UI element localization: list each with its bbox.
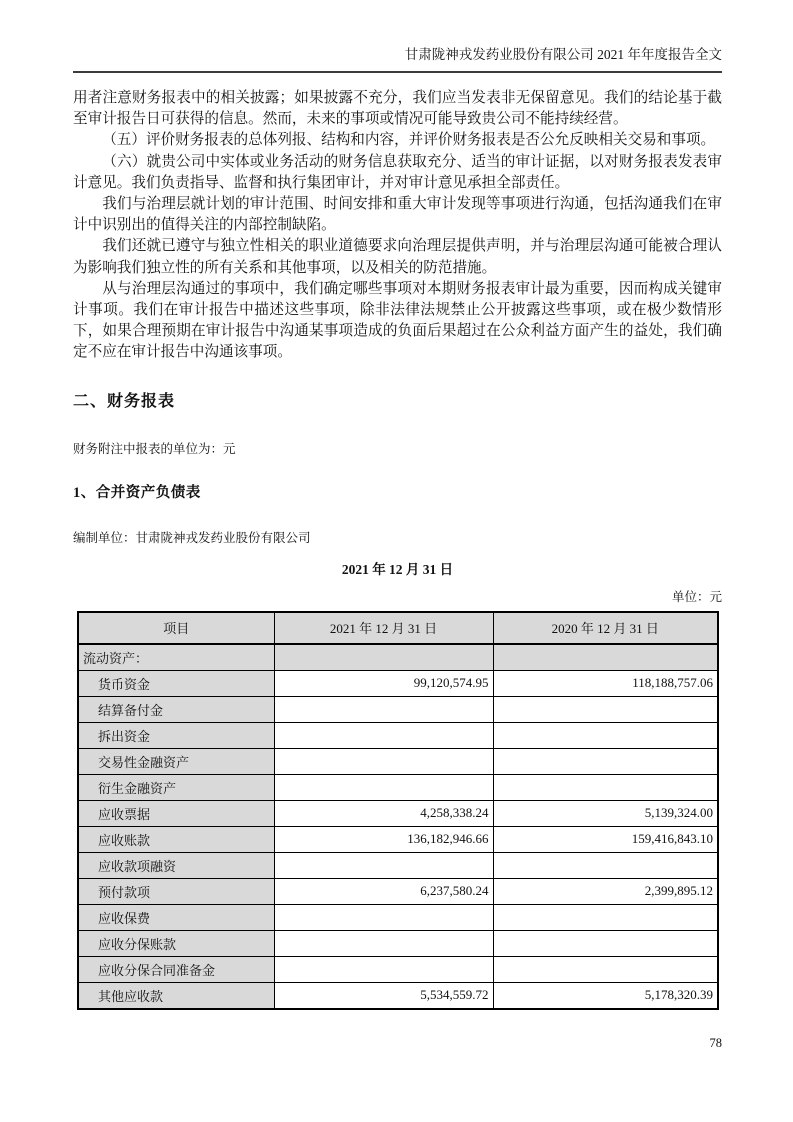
row-item-label: 拆出资金 <box>78 722 274 748</box>
column-header-item: 项目 <box>78 612 274 644</box>
table-row <box>78 722 718 748</box>
row-value-2021: 99,120,574.95 <box>274 670 493 696</box>
audit-paragraph: （六）就贵公司中实体或业务活动的财务信息获取充分、适当的审计证据，以对财务报表发表审计意见。我们负责指导、监督和执行集团审计，并对审计意见承担全部责任。 <box>73 153 722 191</box>
row-value-2021: 5,534,559.72 <box>274 982 493 1009</box>
header-divider <box>73 71 722 73</box>
row-value-2021: 6,237,580.24 <box>274 878 493 904</box>
row-item-label: 货币资金 <box>78 670 274 696</box>
row-value-2021 <box>274 722 493 748</box>
row-value-2020 <box>493 748 718 774</box>
row-value-2020: 159,416,843.10 <box>493 826 718 852</box>
row-item-label: 预付款项 <box>78 878 274 904</box>
row-value-2020 <box>493 644 718 671</box>
row-value-2020 <box>493 722 718 748</box>
column-header-2021: 2021 年 12 月 31 日 <box>274 612 493 644</box>
row-value-2021 <box>274 852 493 878</box>
table-row <box>78 826 718 852</box>
row-value-2021 <box>274 644 493 671</box>
row-item-label: 交易性金融资产 <box>78 748 274 774</box>
row-item-label: 应收分保合同准备金 <box>78 956 274 982</box>
row-item-label: 结算备付金 <box>78 696 274 722</box>
audit-paragraph: 从与治理层沟通过的事项中，我们确定哪些事项对本期财务报表审计最为重要，因而构成关键审计事项。我们在审计报告中描述这些事项，除非法律法规禁止公开披露这些事项，或在极少数情形下，如果合理预期在审计报告中沟通某事项造成的负面后果超过在公众利益方面产生的益处，我们确定不应在审计报告中沟通该事项。 <box>73 280 722 361</box>
table-row <box>78 644 718 671</box>
table-row <box>78 982 718 1009</box>
row-value-2020 <box>493 956 718 982</box>
row-value-2020 <box>493 904 718 930</box>
audit-report-paragraphs <box>73 88 722 364</box>
row-value-2021: 136,182,946.66 <box>274 826 493 852</box>
row-value-2021 <box>274 748 493 774</box>
table-row <box>78 904 718 930</box>
prepared-by-line: 编制单位：甘肃陇神戎发药业股份有限公司 <box>73 530 311 545</box>
table-row <box>78 852 718 878</box>
report-header-title: 甘肃陇神戎发药业股份有限公司 2021 年年度报告全文 <box>404 47 722 62</box>
row-value-2020: 5,139,324.00 <box>493 800 718 826</box>
row-value-2021 <box>274 774 493 800</box>
row-value-2021 <box>274 956 493 982</box>
subsection-title-consolidated-balance-sheet: 1、合并资产负债表 <box>73 484 201 501</box>
unit-label: 单位：元 <box>671 589 722 604</box>
row-value-2020: 5,178,320.39 <box>493 982 718 1009</box>
table-row <box>78 800 718 826</box>
row-item-label: 衍生金融资产 <box>78 774 274 800</box>
table-row <box>78 956 718 982</box>
statement-unit-note: 财务附注中报表的单位为：元 <box>73 441 236 456</box>
row-value-2020 <box>493 696 718 722</box>
row-value-2020: 2,399,895.12 <box>493 878 718 904</box>
audit-paragraph: 我们还就已遵守与独立性相关的职业道德要求向治理层提供声明，并与治理层沟通可能被合理认为影响我们独立性的所有关系和其他事项，以及相关的防范措施。 <box>73 238 722 276</box>
audit-paragraph: （五）评价财务报表的总体列报、结构和内容，并评价财务报表是否公允反映相关交易和事项。 <box>102 132 716 149</box>
table-row <box>78 930 718 956</box>
table-row <box>78 670 718 696</box>
column-header-2020: 2020 年 12 月 31 日 <box>493 612 718 644</box>
balance-sheet-table <box>77 611 719 1010</box>
audit-paragraph: 用者注意财务报表中的相关披露；如果披露不充分，我们应当发表非无保留意见。我们的结论基于截至审计报告日可获得的信息。然而，未来的事项或情况可能导致贵公司不能持续经营。 <box>73 90 722 128</box>
row-item-label: 其他应收款 <box>78 982 274 1009</box>
table-row <box>78 748 718 774</box>
row-value-2020: 118,188,757.06 <box>493 670 718 696</box>
row-value-2021: 4,258,338.24 <box>274 800 493 826</box>
page-number: 78 <box>709 1036 722 1050</box>
section-title-financial-statements: 二、财务报表 <box>73 392 176 410</box>
table-header-row <box>78 612 718 644</box>
table-row <box>78 774 718 800</box>
table-row <box>78 696 718 722</box>
table-row <box>78 878 718 904</box>
row-item-label: 流动资产： <box>78 644 274 671</box>
row-value-2020 <box>493 930 718 956</box>
row-item-label: 应收保费 <box>78 904 274 930</box>
row-value-2021 <box>274 930 493 956</box>
row-item-label: 应收账款 <box>78 826 274 852</box>
row-item-label: 应收款项融资 <box>78 852 274 878</box>
statement-date: 2021 年 12 月 31 日 <box>341 561 454 577</box>
row-value-2021 <box>274 904 493 930</box>
row-value-2020 <box>493 852 718 878</box>
row-value-2020 <box>493 774 718 800</box>
audit-paragraph: 我们与治理层就计划的审计范围、时间安排和重大审计发现等事项进行沟通，包括沟通我们在审计中识别出的值得关注的内部控制缺陷。 <box>73 196 722 234</box>
row-item-label: 应收分保账款 <box>78 930 274 956</box>
row-value-2021 <box>274 696 493 722</box>
row-item-label: 应收票据 <box>78 800 274 826</box>
